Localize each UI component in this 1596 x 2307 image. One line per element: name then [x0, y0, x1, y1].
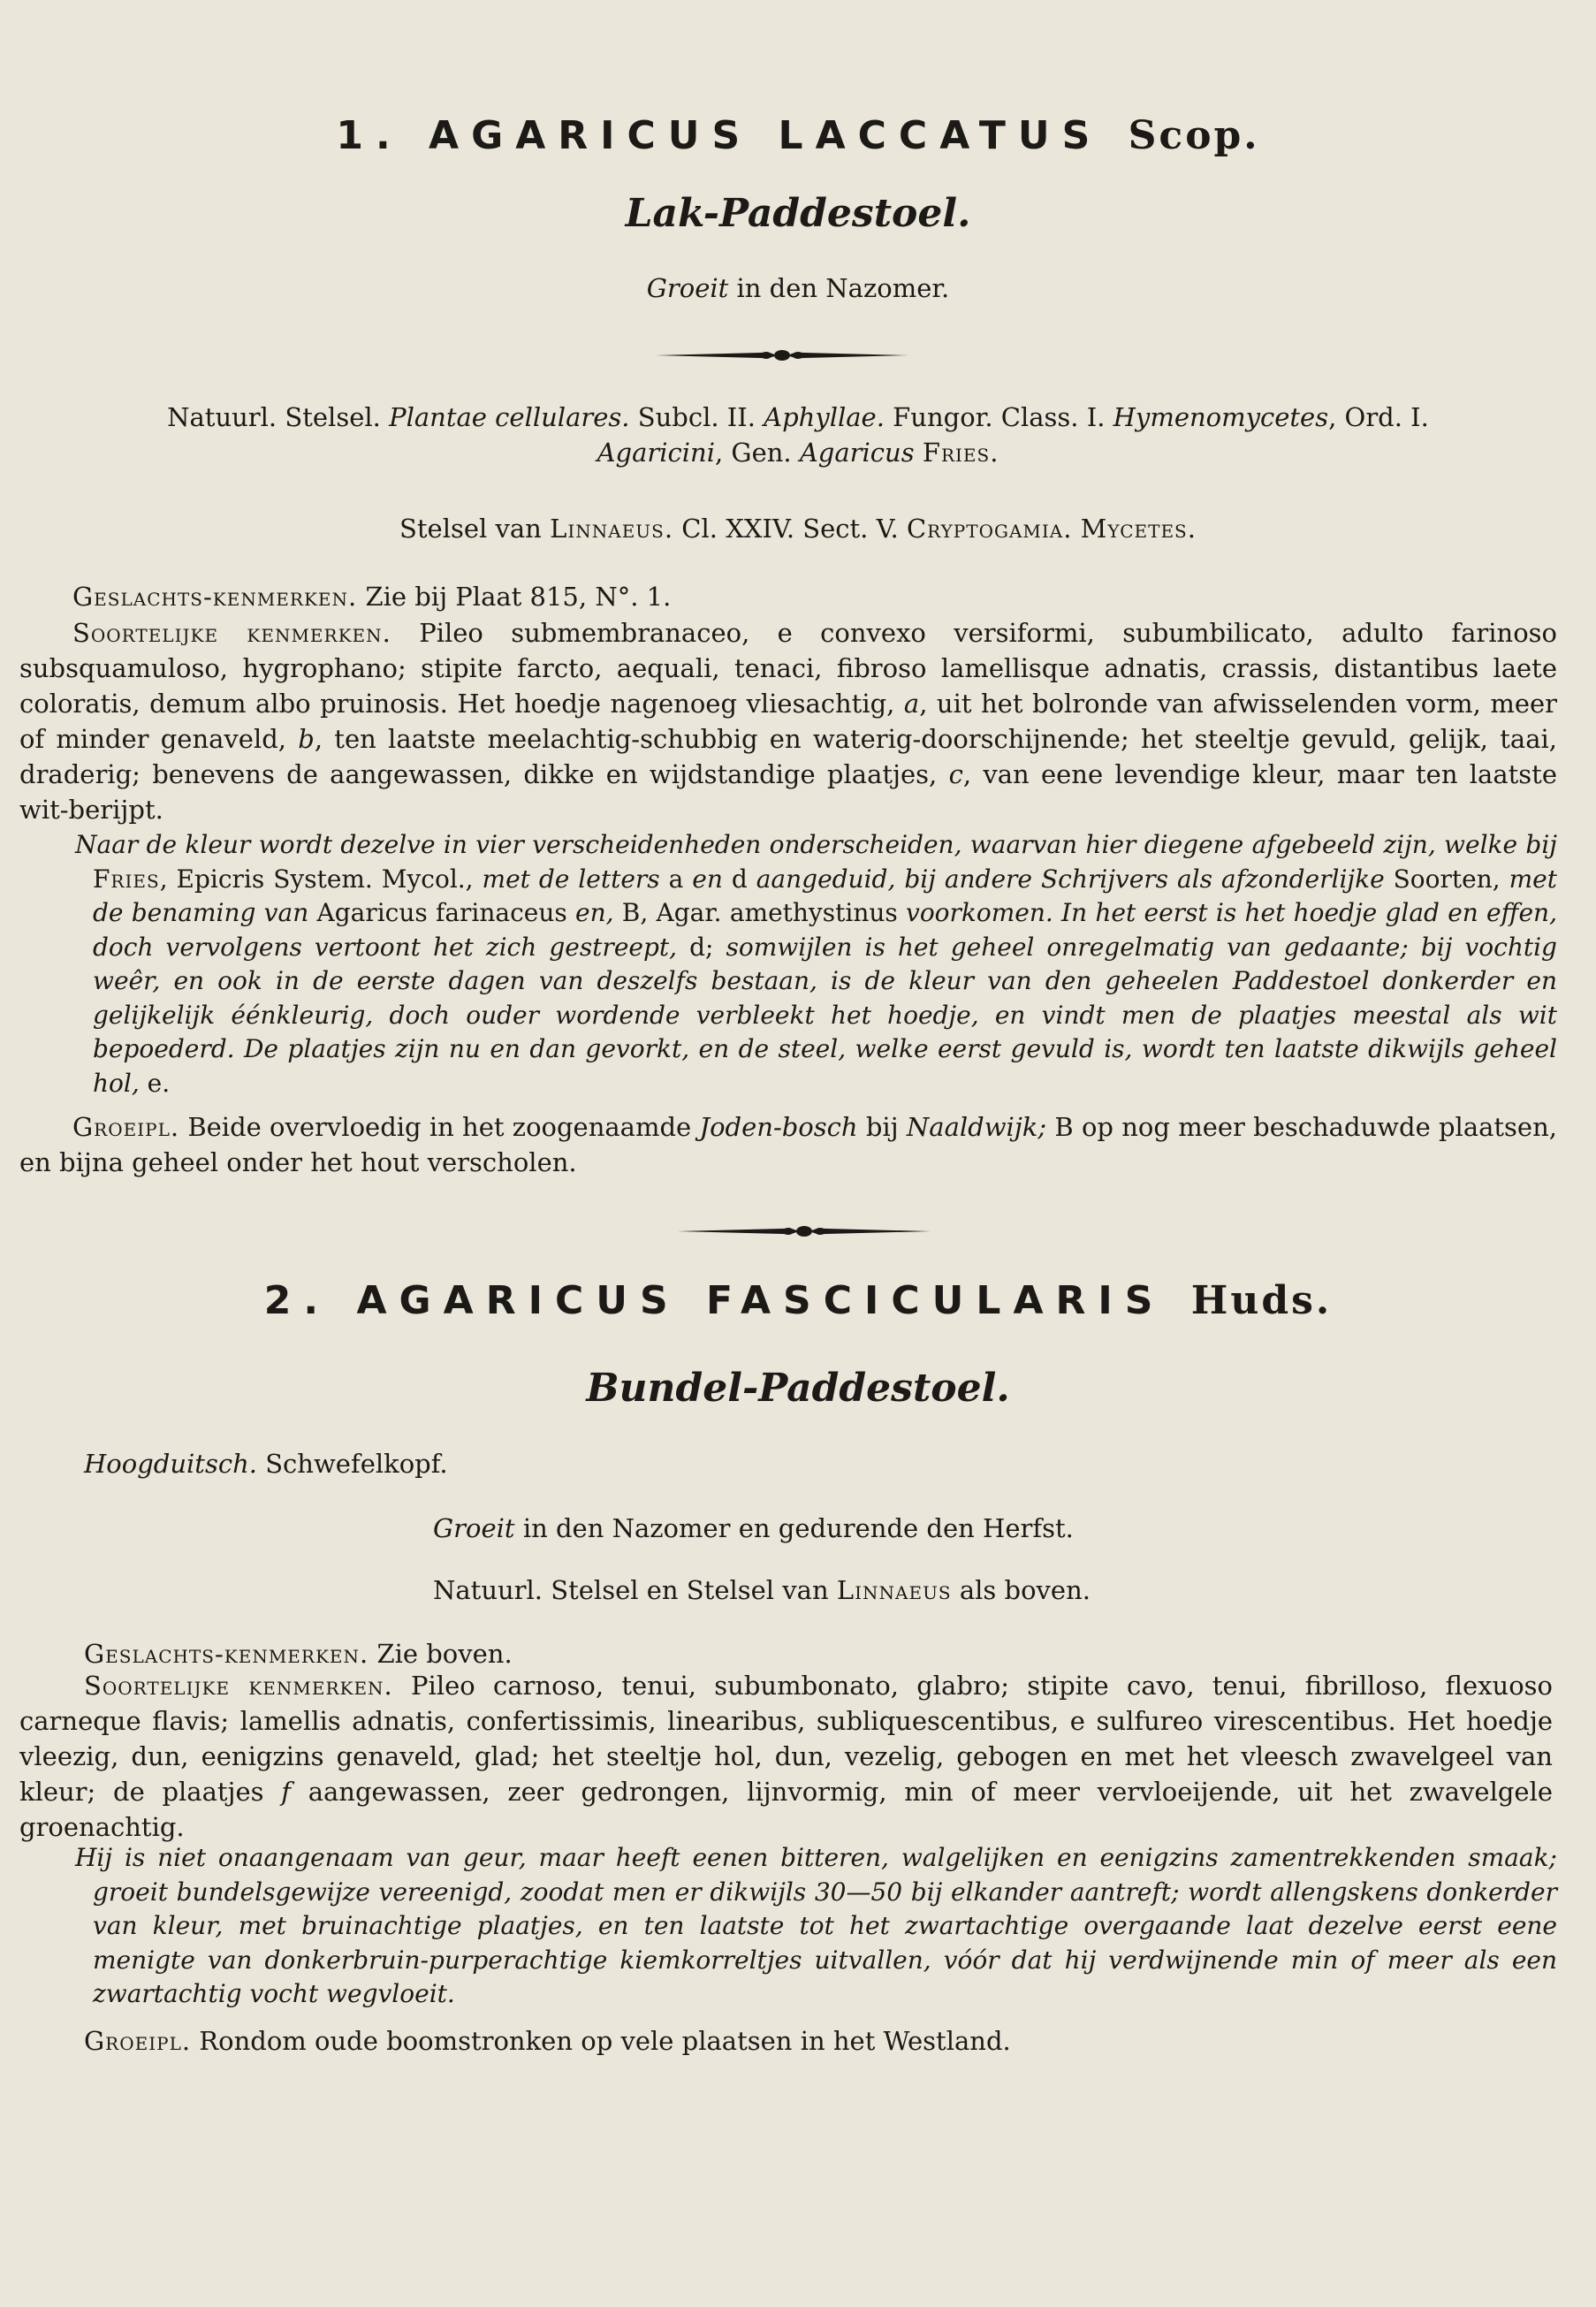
species2-dutch-name: Bundel-Paddestoel. — [586, 1366, 1010, 1411]
species1-dutch-name: Lak-Paddestoel. — [625, 191, 971, 236]
species2-german-name: Hoogduitsch. Schwefelkopf. — [84, 1449, 448, 1479]
species2-number: 2. — [263, 1278, 331, 1323]
species1-genus-characteristics: Geslachts-kenmerken. Zie bij Plaat 815, N°. 1. — [72, 582, 672, 612]
species2-classification: Natuurl. Stelsel en Stelsel van Linnaeus als boven. — [433, 1575, 1091, 1605]
species1-number: 1. — [336, 113, 403, 158]
species1-species-characteristics: Soortelijke kenmerken. Pileo submembranaceo, e convexo versiformi, subumbilicato, adulto farinoso subsquamuloso, hygrophano; stipite farcto, aequali, tenaci, fibroso lamellisque adnatis, crassis, distantibus laete coloratis, demum albo pruinosis. Het hoedje nagenoeg vliesachtig, a, uit het bolronde van afwisselenden vorm, meer of minder genaveld, b, ten laatste meelachtig-schubbig en waterig-doorschijnende; het steeltje gevuld, gelijk, taai, draderig; benevens de aangewassen, dikke en wijdstandige plaatjes, c, van eene levendige kleur, maar ten laatste wit-berijpt. — [19, 618, 1558, 825]
ornament-divider — [654, 345, 910, 366]
species2-name: AGARICUS FASCICULARIS — [356, 1278, 1166, 1323]
species1-linnaeus-system: Stelsel van Linnaeus. Cl. XXIV. Sect. V. Cryptogamia. Mycetes. — [399, 514, 1197, 544]
species1-classification: Natuurl. Stelsel. Plantae cellulares. Subcl. II. Aphyllae. Fungor. Class. I. Hymenomycetes, Ord. I. Agaricini, Gen. Agaricus Fries. — [167, 402, 1429, 468]
species1-author: Scop. — [1128, 113, 1260, 158]
ornament-divider — [676, 1221, 932, 1242]
species2-author: Huds. — [1190, 1278, 1333, 1323]
species2-species-characteristics: Soortelijke kenmerken. Pileo carnoso, tenui, subumbonato, glabro; stipite cavo, tenui, fibrilloso, flexuoso carneque flavis; lamellis adnatis, confertissimis, linearibus, subliquescentibus, e sulfureo virescentibus. Het hoedje vleezig, dun, eenigzins genaveld, glad; het steeltje hol, dun, vezelig, gebogen en met het vleesch zwavelgeel van kleur; de plaatjes f aangewassen, zeer gedrongen, lijnvormig, min of meer vervloeijende, uit het zwavelgele groenachtig. — [19, 1671, 1554, 1842]
species1-title — [0, 113, 1596, 158]
species2-title — [0, 1278, 1596, 1323]
species2-genus-characteristics: Geslachts-kenmerken. Zie boven. — [84, 1639, 513, 1669]
species2-note: Hij is niet onaangenaam van geur, maar heeft eenen bitteren, walgelijken en eenigzins zamentrekkenden smaak; groeit bundelsgewijze vereenigd, zoodat men er dikwijls 30—50 bij elkander aantreft; wordt allengskens donkerder van kleur, met bruinachtige plaatjes, en ten laatste tot het zwartachtige overgaande laat dezelve eerst eene menigte van donkerbruin-purperachtige kiemkorreltjes uitvallen, vóór dat hij verdwijnende min of meer als een zwartachtig vocht wegvloeit. — [75, 1843, 1557, 2008]
species1-note: Naar de kleur wordt dezelve in vier verscheidenheden onderscheiden, waarvan hier diegene afgebeeld zijn, welke bij Fries, Epicris System. Mycol., met de letters a en d aangeduid, bij andere Schrijvers als afzonderlijke Soorten, met de benaming van Agaricus farinaceus en, B, Agar. amethystinus voorkomen. In het eerst is het hoedje glad en effen, doch vervolgens vertoont het zich gestreept, d; somwijlen is het geheel onregelmatig van gedaante; bij vochtig weêr, en ook in de eerste dagen van deszelfs bestaan, is de kleur van den geheelen Paddestoel donkerder en gelijkelijk éénkleurig, doch ouder wordende verbleekt het hoedje, en vindt men de plaatjes meestal als wit bepoederd. De plaatjes zijn nu en dan gevorkt, en de steel, welke eerst gevuld is, wordt ten laatste dikwijls geheel hol, e. — [75, 830, 1557, 1098]
species1-name: AGARICUS LACCATUS — [429, 113, 1103, 158]
species1-groeit: Groeit in den Nazomer. — [646, 273, 950, 303]
species2-groeit: Groeit in den Nazomer en gedurende den Herfst. — [433, 1513, 1074, 1543]
species1-habitat: Groeipl. Beide overvloedig in het zoogenaamde Joden-bosch bij Naaldwijk; B op nog meer beschaduwde plaatsen, en bijna geheel onder het hout verscholen. — [19, 1112, 1557, 1177]
species2-habitat: Groeipl. Rondom oude boomstronken op vele plaatsen in het Westland. — [84, 2026, 1011, 2056]
